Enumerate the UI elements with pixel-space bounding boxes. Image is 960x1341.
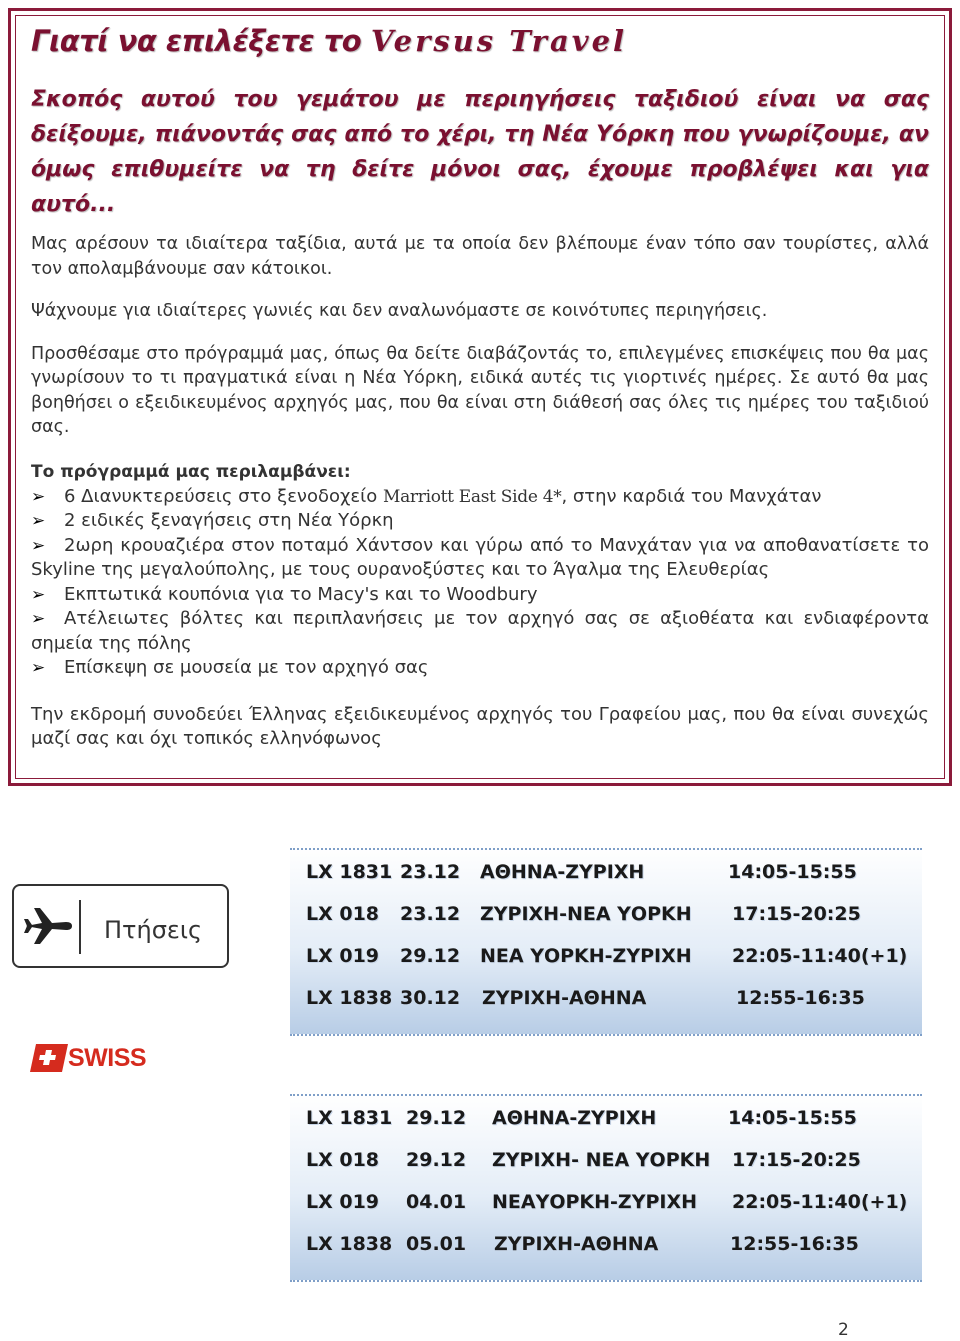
flight-route: ΝΕΑΥΟΡΚΗ-ΖΥΡΙΧΗ [492,1191,698,1213]
paragraph-3: Προσθέσαμε στο πρόγραμμά μας, όπως θα δείτε διαβάζοντάς το, επιλεγμένες επισκέψεις που θα μας γνωρίσουν το τι πραγματικά είναι η Νέα Υόρκη, ειδικά αυτές τις γιορτινές ημέρες. Σε αυτό θα μας βοηθήσει ο εξειδικευμένος αρχηγός μας, που θα είναι στη διάθεσή σας όλες τις ημέρες του ταξιδιού σας. [31,343,929,437]
item-3: 2ωρη κρουαζιέρα στον ποταμό Χάντσον και γύρω από το Μανχάταν για να αποθανατίσετε το Skyline της μεγαλούπολης, με τους ουρανοξύστες και το Άγαλμα της Ελευθερίας [31,534,929,580]
title-brand: Versus Travel [370,24,628,58]
flight-number: LX 1838 [306,987,393,1009]
flight-route: ΖΥΡΙΧΗ- ΝΕΑ ΥΟΡΚΗ [492,1149,711,1171]
flight-number: LX 018 [306,1149,380,1171]
intro-content [31,24,929,752]
flight-number: LX 1831 [306,1107,393,1129]
badge-divider [79,900,81,954]
flight-time: 22:05-11:40(+1) [732,945,908,967]
flight-route: ΖΥΡΙΧΗ-ΝΕΑ ΥΟΡΚΗ [480,903,692,925]
flights-label: Πτήσεις [104,916,203,944]
flight-time: 12:55-16:35 [736,987,865,1009]
flights-badge [12,884,229,968]
swiss-flag-icon [30,1044,68,1072]
flight-date: 23.12 [400,861,461,883]
arrow-bullet-icon: ➢ [31,584,46,605]
includes-list [31,485,929,681]
list-item [31,485,929,510]
arrow-bullet-icon: ➢ [31,486,46,507]
includes-heading: Το πρόγραμμά μας περιλαμβάνει: [31,461,351,482]
list-item [31,534,929,583]
paragraph-1: Μας αρέσουν τα ιδιαίτερα ταξίδια, αυτά με τα οποία δεν βλέπουμε έναν τόπο σαν τουρίστες, αλλά τον απολαμβάνουμε σαν κάτοικοι. [31,234,929,279]
flight-number: LX 1831 [306,861,393,883]
hotel-name: Marriott East Side 4* [382,486,562,507]
flight-time: 12:55-16:35 [730,1233,859,1255]
flight-schedule-2 [290,1094,922,1282]
arrow-bullet-icon: ➢ [31,658,46,678]
item-6: Επίσκεψη σε μουσεία με τον αρχηγό σας [64,657,429,678]
paragraph-2: Ψάχνουμε για ιδιαίτερες γωνιές και δεν αναλωνόμαστε σε κοινότυπες περιηγήσεις. [31,301,768,321]
lead-paragraph: Σκοπός αυτού του γεμάτου με περιηγήσεις ταξιδιού είναι να σας δείξουμε, πιάνοντάς σας από το χέρι, τη Νέα Υόρκη που γνωρίζουμε, αν όμως επιθυμείτε να τη δείτε μόνοι σας, έχουμε προβλέψει και για αυτό... [31,87,929,217]
flight-date: 29.12 [406,1107,467,1129]
flight-number: LX 018 [306,903,380,925]
flight-number: LX 1838 [306,1233,393,1255]
flight-schedule-1 [290,848,922,1036]
flight-number: LX 019 [306,945,380,967]
list-item [31,509,929,534]
list-item [31,607,929,656]
flight-time: 17:15-20:25 [732,1149,861,1171]
flight-date: 05.01 [406,1233,467,1255]
flight-date: 30.12 [400,987,461,1009]
item-1-pre: 6 Διανυκτερεύσεις στο ξενοδοχείο [64,485,383,507]
airline-name: SWISS [68,1044,147,1072]
item-5: Ατέλειωτες βόλτες και περιπλανήσεις με τον αρχηγό σας σε αξιοθέατα και ενδιαφέροντα σημεία της πόλης [31,608,929,654]
flight-number: LX 019 [306,1191,380,1213]
list-item [31,656,929,681]
flight-time: 14:05-15:55 [728,861,857,883]
arrow-bullet-icon: ➢ [31,535,46,556]
closing-paragraph: Την εκδρομή συνοδεύει Έλληνας εξειδικευμένος αρχηγός του Γραφείου μας, που θα είναι συνεχώς μαζί σας και όχι τοπικός ελληνόφωνος [31,703,929,749]
flight-date: 23.12 [400,903,461,925]
flight-route: ΖΥΡΙΧΗ-ΑΘΗΝΑ [482,987,647,1009]
title-prefix: Γιατί να επιλέξετε το [31,24,371,58]
item-2: 2 ειδικές ξεναγήσεις στη Νέα Υόρκη [64,510,394,531]
flight-date: 29.12 [406,1149,467,1171]
flight-time: 17:15-20:25 [732,903,861,925]
flight-time: 22:05-11:40(+1) [732,1191,908,1213]
airplane-icon [22,904,74,948]
list-item [31,583,929,608]
swiss-logo [30,1044,160,1074]
flight-route: ΝΕΑ ΥΟΡΚΗ-ΖΥΡΙΧΗ [480,945,692,967]
flight-date: 04.01 [406,1191,467,1213]
flight-route: ΑΘΗΝΑ-ΖΥΡΙΧΗ [492,1107,657,1129]
flight-route: ΖΥΡΙΧΗ-ΑΘΗΝΑ [494,1233,659,1255]
page-title [31,24,929,58]
arrow-bullet-icon: ➢ [31,609,46,629]
page-number: 2 [838,1320,849,1340]
flight-date: 29.12 [400,945,461,967]
flight-time: 14:05-15:55 [728,1107,857,1129]
item-1-post: , στην καρδιά του Μανχάταν [561,485,822,507]
item-4: Εκπτωτικά κουπόνια για το Macy's και το Woodbury [64,583,538,605]
flight-route: ΑΘΗΝΑ-ΖΥΡΙΧΗ [480,861,645,883]
arrow-bullet-icon: ➢ [31,511,46,531]
